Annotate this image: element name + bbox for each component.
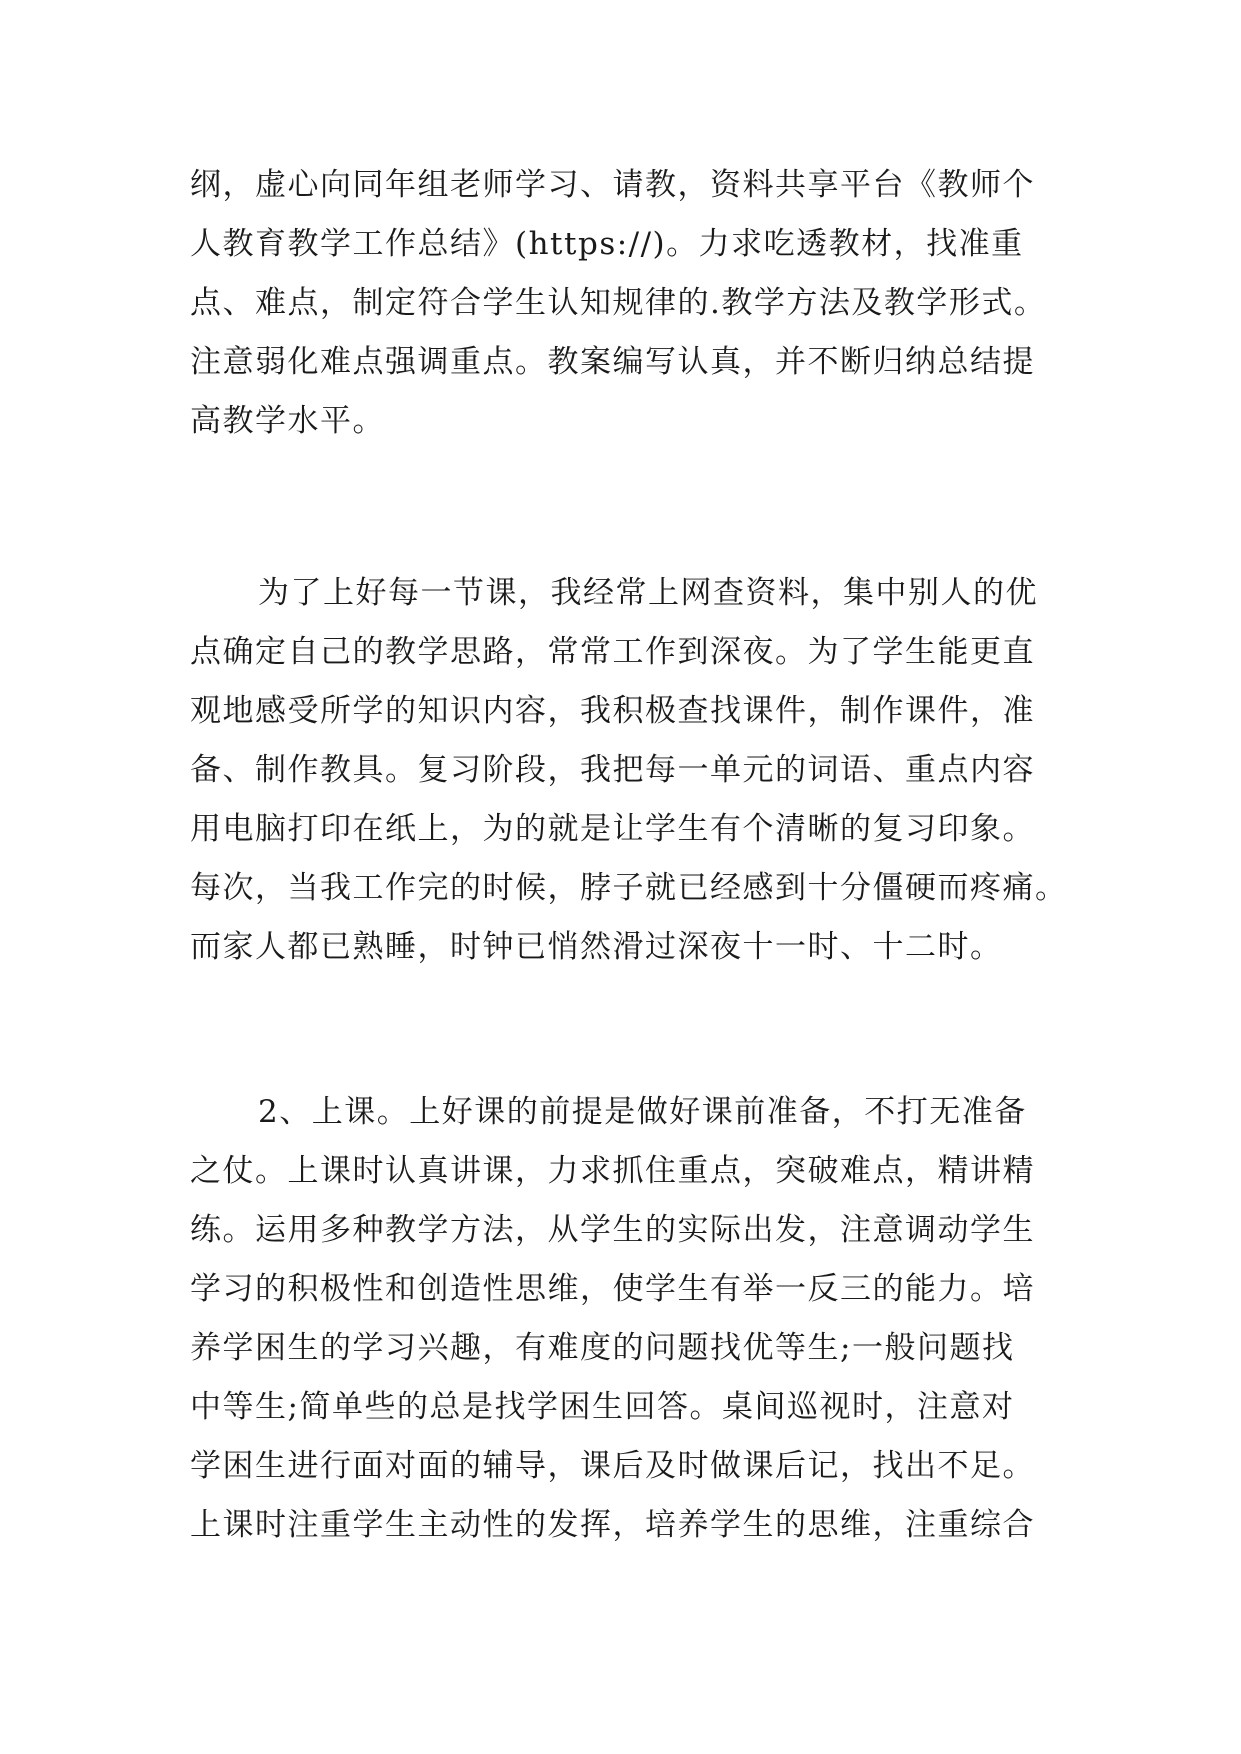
paragraph-late-night-work — [190, 564, 1070, 977]
text-line: 人教育教学工作总结》(https://)。力求吃透教材，找准重 — [190, 226, 1024, 262]
text-line: 之仗。上课时认真讲课，力求抓住重点，突破难点，精讲精 — [190, 1153, 1035, 1189]
text-line: 为了上好每一节课，我经常上网查资料，集中别人的优 — [258, 575, 1038, 611]
text-line: 高教学水平。 — [190, 403, 385, 439]
text-line: 学困生进行面对面的辅导，课后及时做课后记，找出不足。 — [190, 1448, 1035, 1484]
text-line: 2、上课。上好课的前提是做好课前准备，不打无准备 — [258, 1094, 1027, 1130]
text-line: 点、难点，制定符合学生认知规律的.教学方法及教学形式。 — [190, 285, 1047, 321]
text-line: 上课时注重学生主动性的发挥，培养学生的思维，注重综合 — [190, 1507, 1035, 1543]
text-line: 每次，当我工作完的时候，脖子就已经感到十分僵硬而疼痛。 — [190, 870, 1068, 906]
text-line: 注意弱化难点强调重点。教案编写认真，并不断归纳总结提 — [190, 344, 1035, 380]
text-line: 备、制作教具。复习阶段，我把每一单元的词语、重点内容 — [190, 752, 1035, 788]
text-line: 养学困生的学习兴趣，有难度的问题找优等生;一般问题找 — [190, 1330, 1015, 1366]
text-line: 练。运用多种教学方法，从学生的实际出发，注意调动学生 — [190, 1212, 1035, 1248]
paragraph-in-class — [190, 1083, 1070, 1555]
text-line: 用电脑打印在纸上，为的就是让学生有个清晰的复习印象。 — [190, 811, 1035, 847]
text-line: 点确定自己的教学思路，常常工作到深夜。为了学生能更直 — [190, 634, 1035, 670]
text-line: 观地感受所学的知识内容，我积极查找课件，制作课件，准 — [190, 693, 1035, 729]
text-line: 而家人都已熟睡，时钟已悄然滑过深夜十一时、十二时。 — [190, 929, 1003, 965]
text-line: 纲，虚心向同年组老师学习、请教，资料共享平台《教师个 — [190, 167, 1035, 203]
text-line: 学习的积极性和创造性思维，使学生有举一反三的能力。培 — [190, 1271, 1035, 1307]
paragraph-lesson-prep — [190, 156, 1070, 451]
text-line: 中等生;简单些的总是找学困生回答。桌间巡视时，注意对 — [190, 1389, 1015, 1425]
